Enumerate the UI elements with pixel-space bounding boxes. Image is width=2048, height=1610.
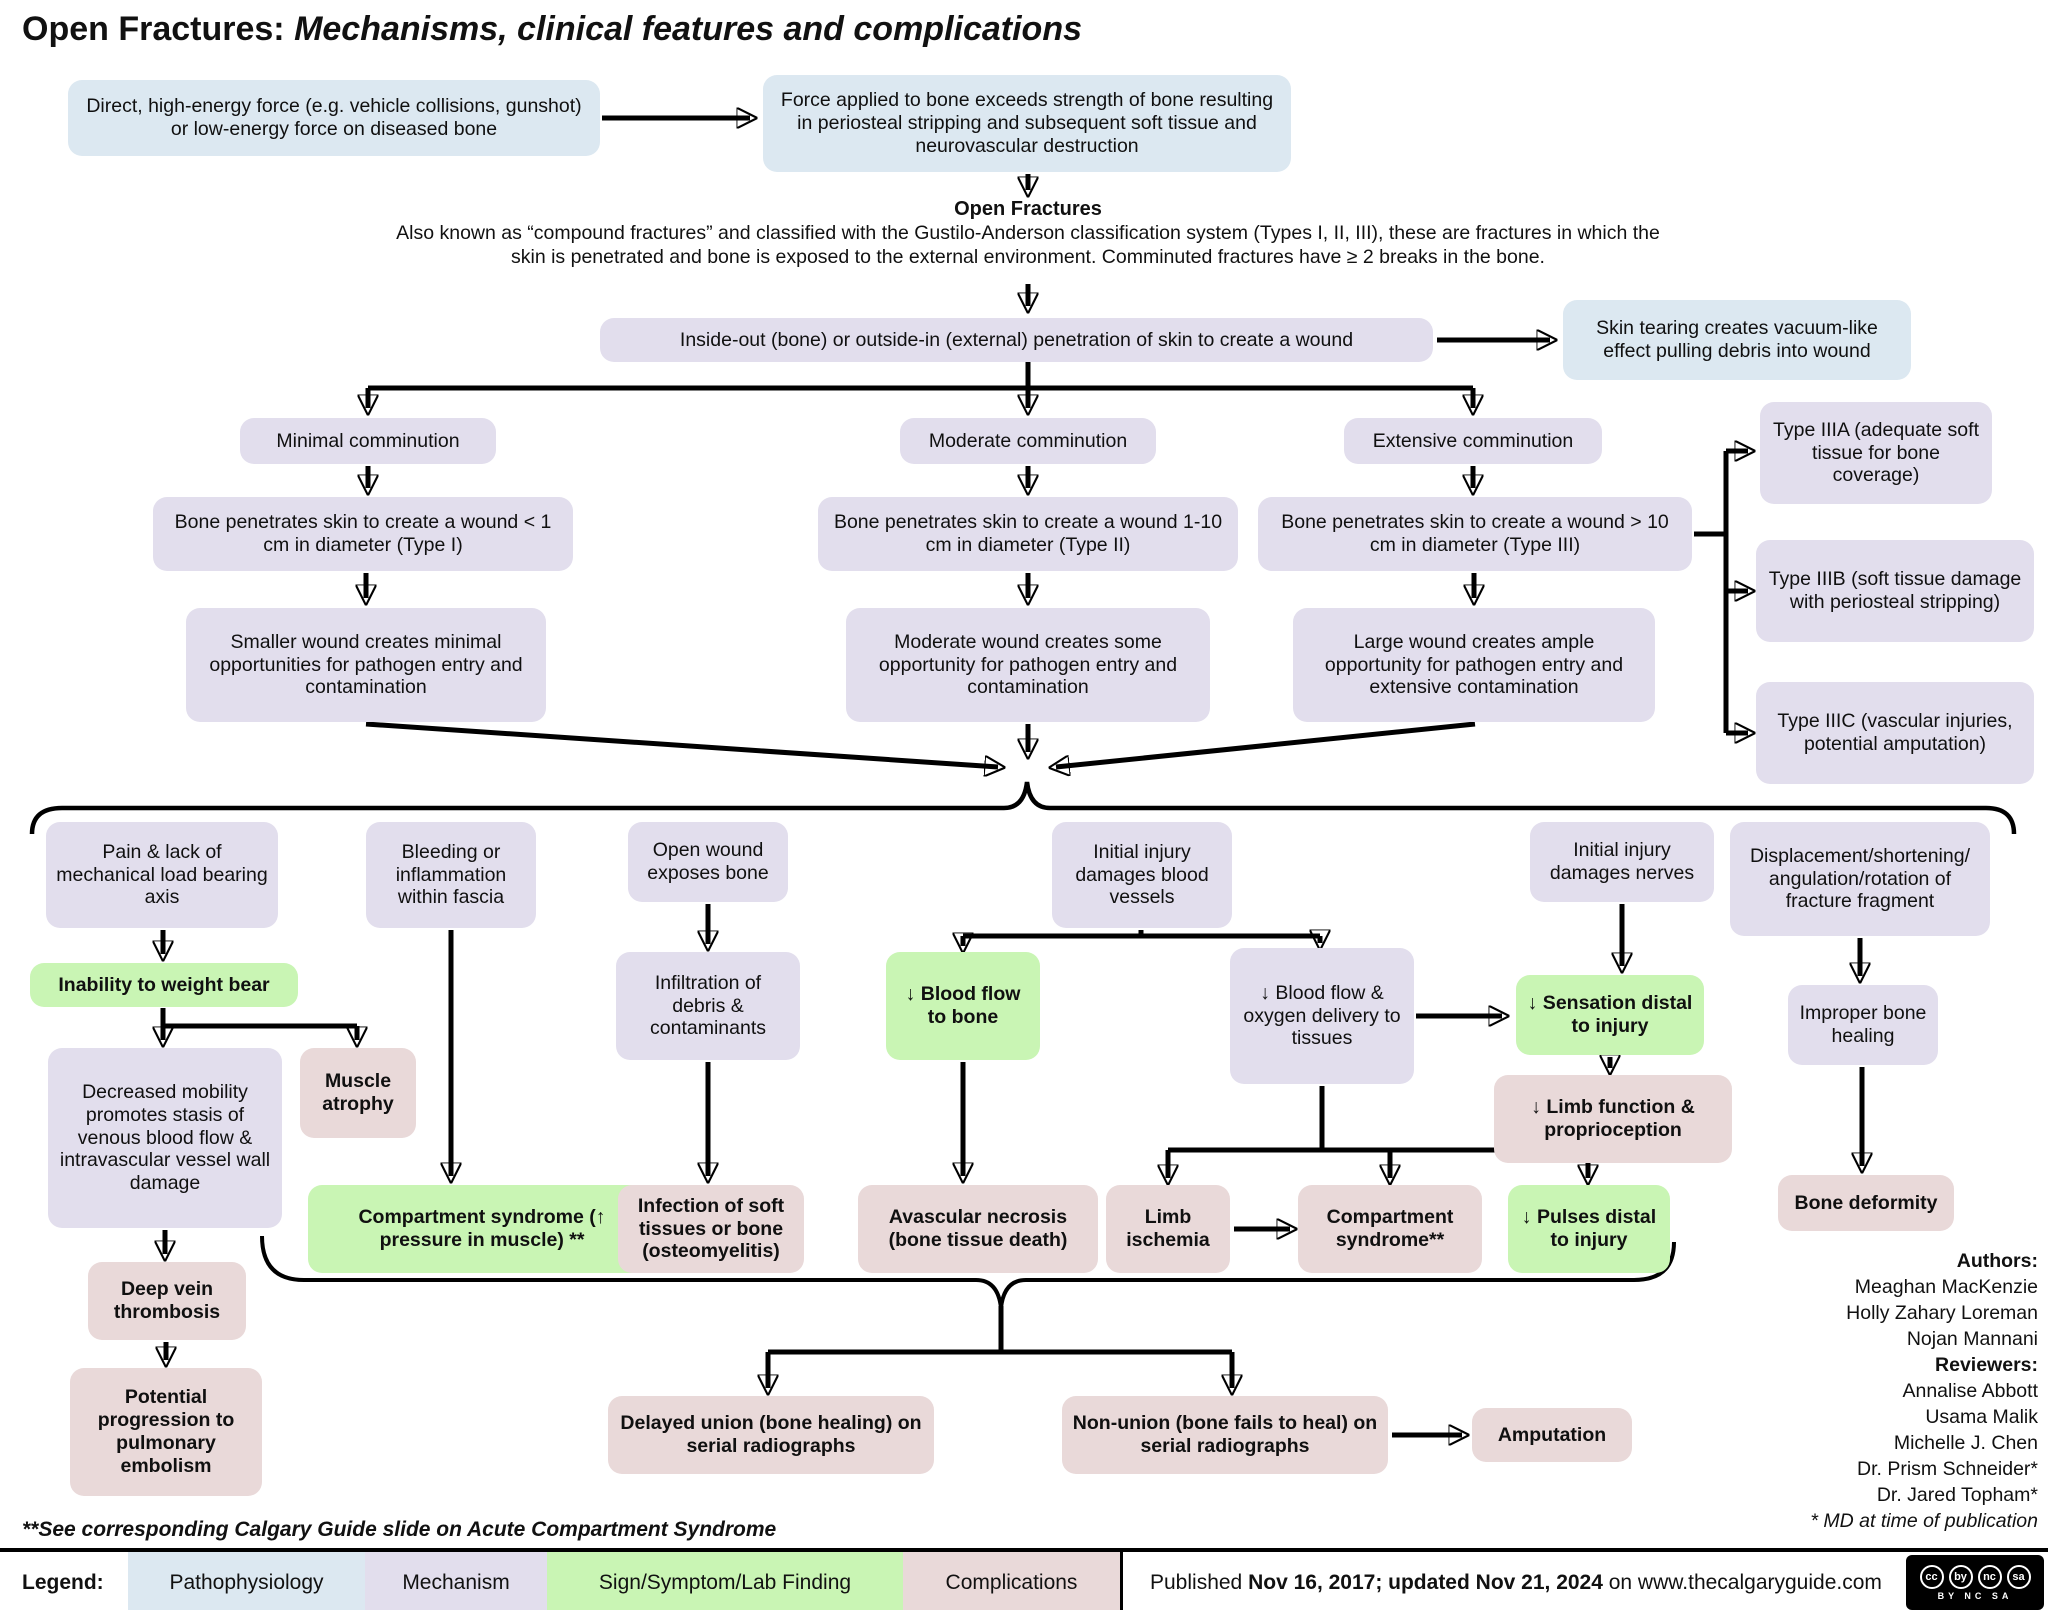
cc-icon-row [1920,1565,2031,1589]
node-type-3: Bone penetrates skin to create a wound > 10 cm in diameter (Type III) [1258,497,1692,571]
node-extensive-comminution: Extensive comminution [1344,418,1602,464]
node-delayed-union: Delayed union (bone healing) on serial radiographs [608,1396,934,1474]
author-name: Nojan Mannani [1906,1328,2038,1350]
page-title [22,10,1082,49]
reviewer-name: Michelle J. Chen [1893,1432,2038,1454]
authors-block [1810,1248,2038,1534]
node-force-applied: Force applied to bone exceeds strength of bone resulting in periosteal stripping and subsequent soft tissue and neurovascular destruction [763,75,1291,172]
node-type-3a: Type IIIA (adequate soft tissue for bone coverage) [1760,402,1992,504]
node-open-wound: Open wound exposes bone [628,822,788,902]
reviewer-name: Annalise Abbott [1902,1380,2038,1402]
author-name: Meaghan MacKenzie [1854,1276,2038,1298]
node-moderate-wound: Moderate wound creates some opportunity for pathogen entry and contamination [846,608,1210,722]
node-compartment-syndrome: Compartment syndrome (↑ pressure in muscle) ** [308,1185,656,1273]
node-compartment-syndrome-2: Compartment syndrome** [1298,1185,1482,1273]
node-pain-lack: Pain & lack of mechanical load bearing axis [46,822,278,928]
node-smaller-wound: Smaller wound creates minimal opportunities for pathogen entry and contamination [186,608,546,722]
node-decreased-blood-flow-bone: ↓ Blood flow to bone [886,952,1040,1060]
reviewer-name: Dr. Prism Schneider* [1857,1458,2038,1480]
legend-swatch-complications: Complications [903,1552,1120,1610]
compartment-syndrome-footnote: **See corresponding Calgary Guide slide on Acute Compartment Syndrome [22,1518,777,1541]
node-moderate-comminution: Moderate comminution [900,418,1156,464]
node-type-3b: Type IIIB (soft tissue damage with periosteal stripping) [1756,540,2034,642]
node-force-direct: Direct, high-energy force (e.g. vehicle collisions, gunshot) or low-energy force on diseased bone [68,80,600,156]
title-prefix: Open Fractures: [22,10,285,48]
node-injury-blood-vessels: Initial injury damages blood vessels [1052,822,1232,928]
node-large-wound: Large wound creates ample opportunity for pathogen entry and extensive contamination [1293,608,1655,722]
cc-caption: BY NC SA [1937,1590,2013,1601]
reviewer-name: Dr. Jared Topham* [1876,1484,2038,1506]
node-limb-ischemia: Limb ischemia [1106,1185,1230,1273]
node-infiltration-debris: Infiltration of debris & contaminants [616,952,800,1060]
node-infection-osteomyelitis: Infection of soft tissues or bone (osteomyelitis) [618,1185,804,1273]
node-decreased-mobility: Decreased mobility promotes stasis of venous blood flow & intravascular vessel wall damage [48,1048,282,1228]
node-avascular-necrosis: Avascular necrosis (bone tissue death) [858,1185,1098,1273]
legend-swatch-mechanism: Mechanism [365,1552,547,1610]
node-injury-nerves: Initial injury damages nerves [1530,822,1714,902]
node-skin-penetration: Inside-out (bone) or outside-in (external) penetration of skin to create a wound [600,318,1433,362]
node-minimal-comminution: Minimal comminution [240,418,496,464]
cc-icon: cc [1920,1565,1944,1589]
node-nonunion: Non-union (bone fails to heal) on serial radiographs [1062,1396,1388,1474]
intro-line-2: skin is penetrated and bone is exposed to the external environment. Comminuted fractures have ≥ 2 breaks in the bone. [511,246,1545,268]
published-line [1150,1552,1882,1610]
node-type-3c: Type IIIC (vascular injuries, potential amputation) [1756,682,2034,784]
node-pulmonary-embolism: Potential progression to pulmonary embolism [70,1368,262,1496]
published-dates: Nov 16, 2017; updated Nov 21, 2024 [1248,1571,1603,1594]
node-decreased-pulses: ↓ Pulses distal to injury [1508,1185,1670,1273]
intro-line-1: Also known as “compound fractures” and classified with the Gustilo-Anderson classification system (Types I, II, III), these are fractures in which the [396,222,1660,244]
legend-swatch-sign-symptom: Sign/Symptom/Lab Finding [547,1552,903,1610]
cc-by-icon: by [1949,1565,1973,1589]
legend-label: Legend: [22,1571,104,1594]
node-decreased-limb-function: ↓ Limb function & proprioception [1494,1075,1732,1163]
node-inability-weight-bear: Inability to weight bear [30,963,298,1007]
node-bleeding-inflammation: Bleeding or inflammation within fascia [366,822,536,928]
authors-heading: Authors: [1956,1250,2038,1272]
node-decreased-sensation: ↓ Sensation distal to injury [1516,975,1704,1055]
legend-bar [0,1548,2048,1610]
md-note: * MD at time of publication [1810,1510,2038,1532]
published-site: on www.thecalgaryguide.com [1602,1571,1882,1594]
node-type-2: Bone penetrates skin to create a wound 1-10 cm in diameter (Type II) [818,497,1238,571]
node-bone-deformity: Bone deformity [1778,1175,1954,1231]
node-amputation: Amputation [1472,1408,1632,1462]
published-prefix: Published [1150,1571,1249,1594]
node-displacement: Displacement/shortening/ angulation/rotation of fracture fragment [1730,822,1990,936]
node-deep-vein-thrombosis: Deep vein thrombosis [88,1262,246,1340]
cc-sa-icon: sa [2007,1565,2031,1589]
node-skin-tearing: Skin tearing creates vacuum-like effect pulling debris into wound [1563,300,1911,380]
legend-divider [1120,1552,1123,1610]
cc-nc-icon: nc [1978,1565,2002,1589]
node-improper-healing: Improper bone healing [1788,985,1938,1065]
node-type-1: Bone penetrates skin to create a wound < 1 cm in diameter (Type I) [153,497,573,571]
reviewer-name: Usama Malik [1925,1406,2038,1428]
author-name: Holly Zahary Loreman [1846,1302,2038,1324]
node-decreased-oxygen-delivery: ↓ Blood flow & oxygen delivery to tissues [1230,948,1414,1084]
cc-license-badge [1906,1555,2044,1610]
legend-swatch-pathophysiology: Pathophysiology [128,1552,365,1610]
node-muscle-atrophy: Muscle atrophy [300,1048,416,1138]
reviewers-heading: Reviewers: [1935,1354,2038,1376]
title-subtitle: Mechanisms, clinical features and complications [294,10,1083,48]
intro-heading: Open Fractures [954,198,1102,220]
intro-block [0,198,2048,269]
